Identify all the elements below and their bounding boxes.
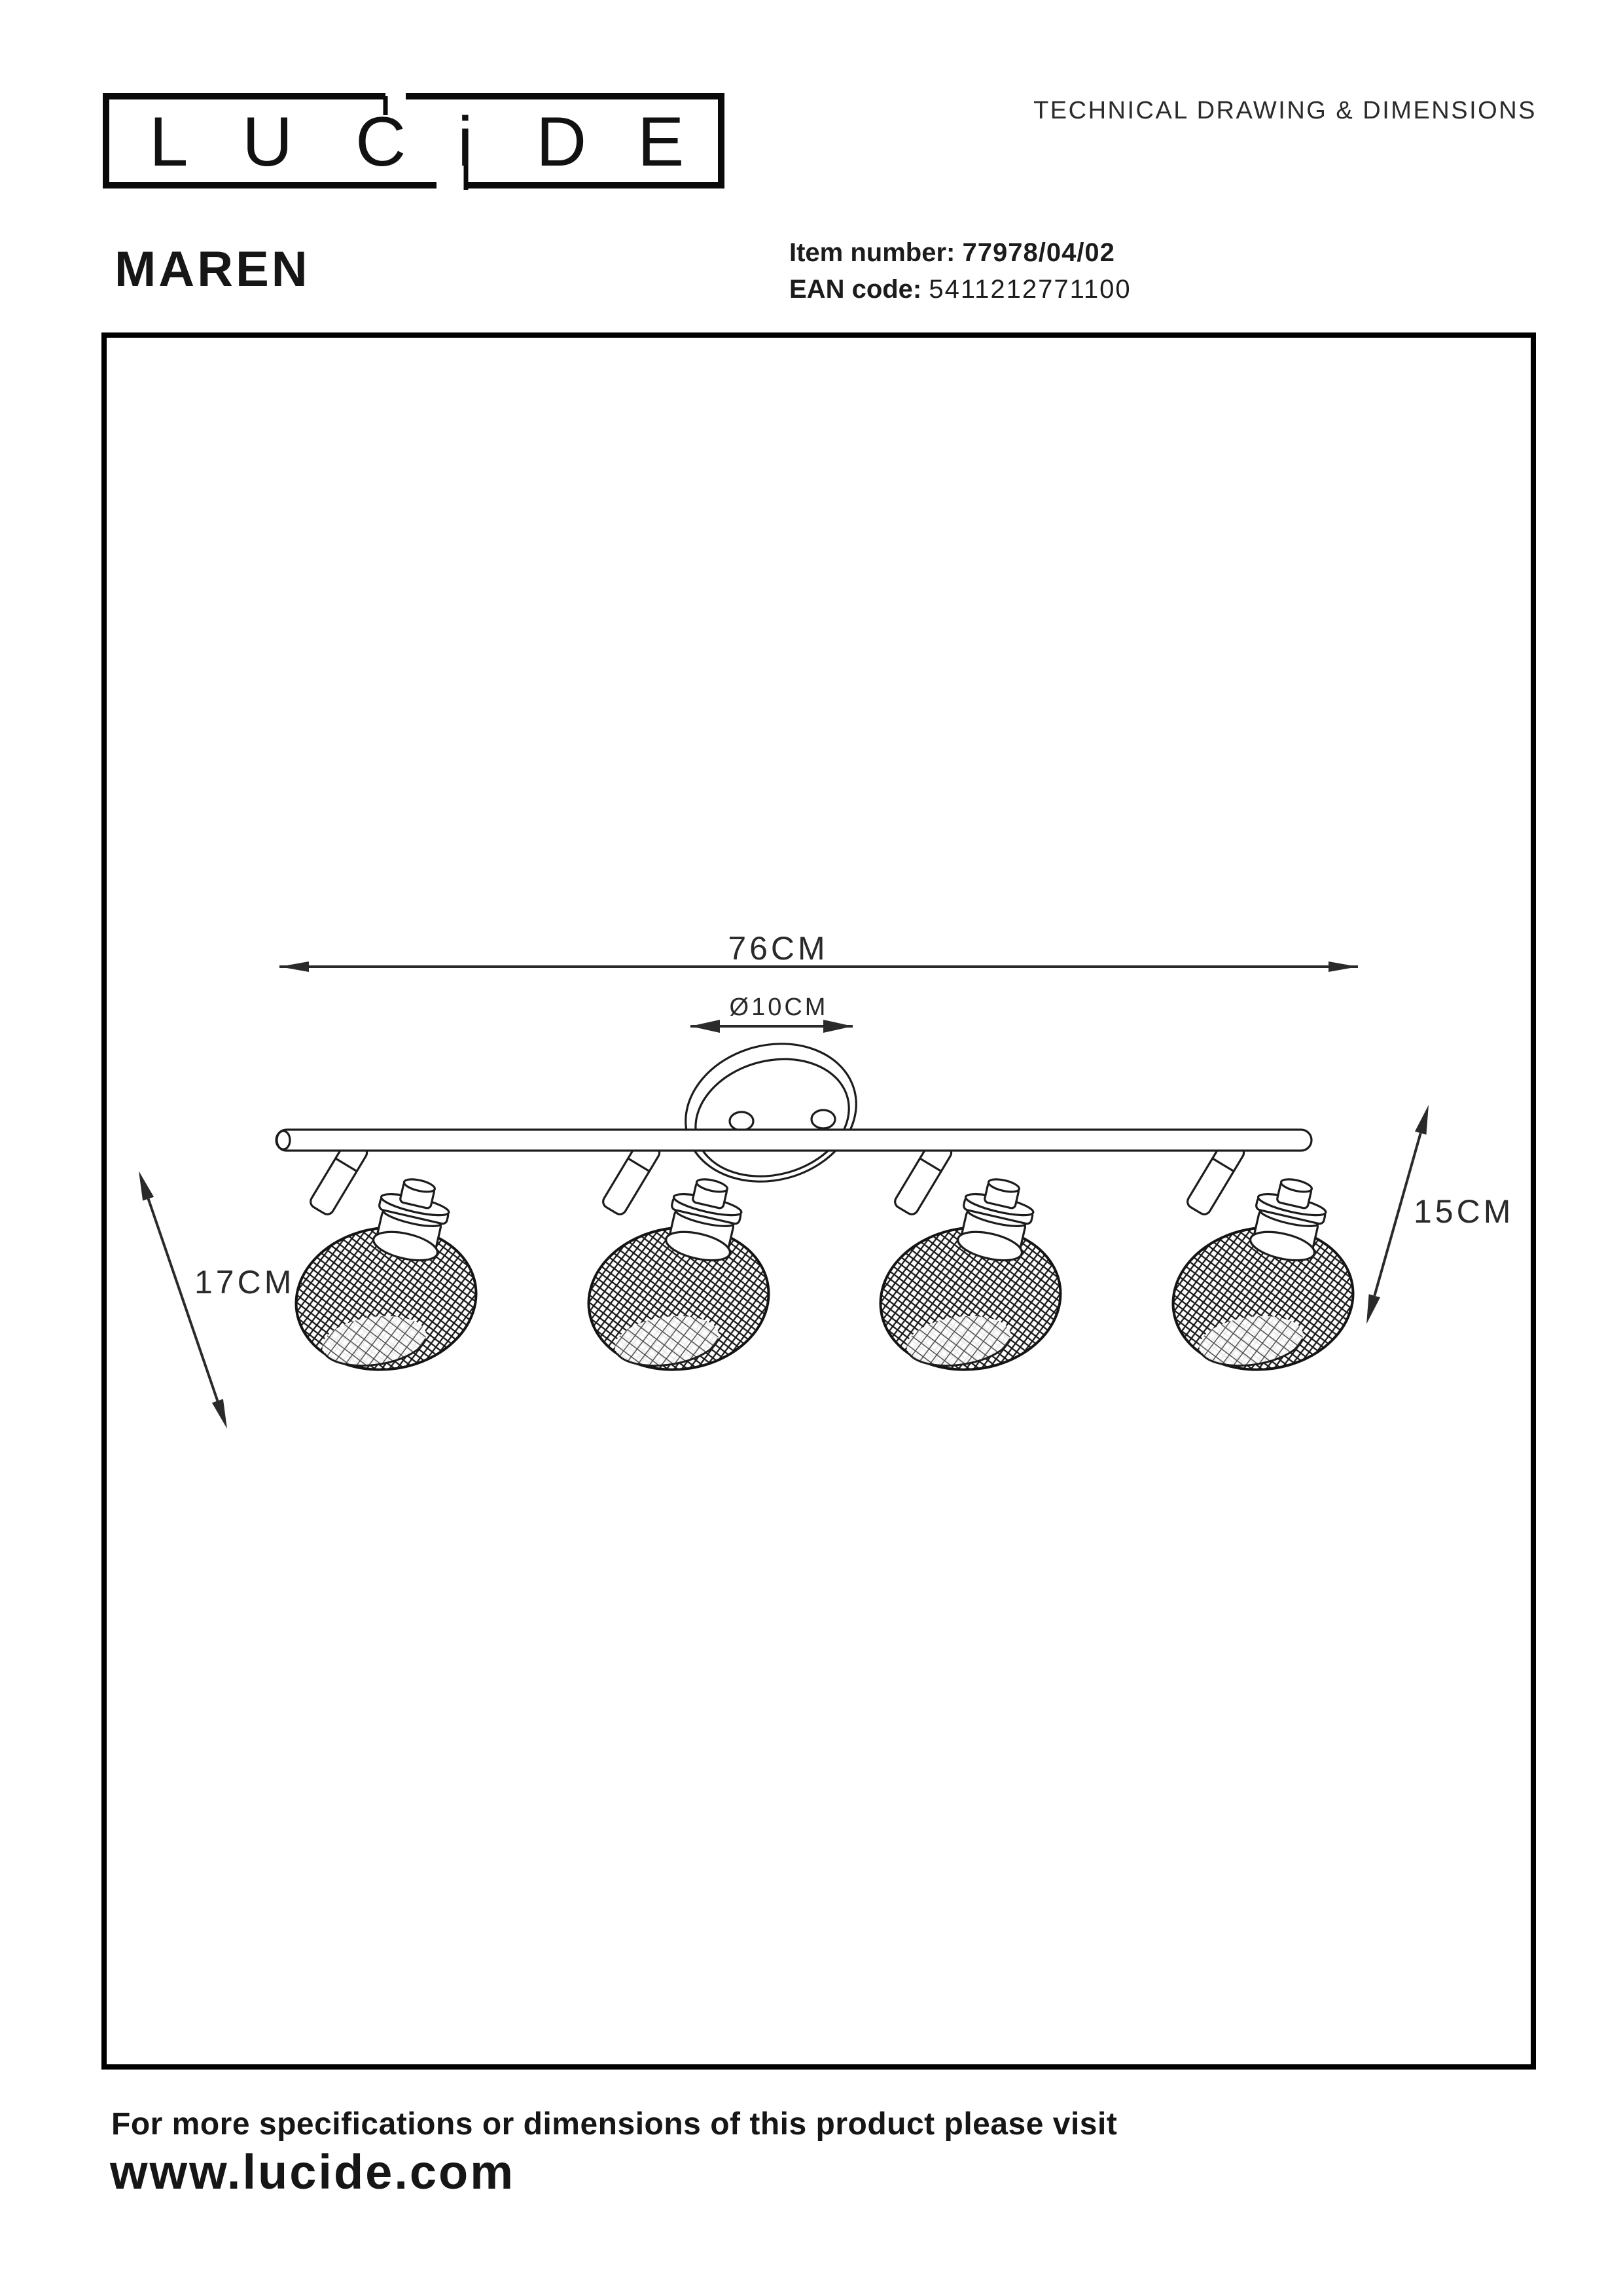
logo-letter: E [637,102,685,181]
logo-letter: D [536,102,587,181]
product-name: MAREN [115,242,310,297]
canopy-screw [730,1112,753,1130]
lucide-logo [103,93,724,198]
logo-letter: U [242,102,293,181]
item-number-row [789,234,1132,271]
technical-drawing [107,338,1531,2064]
dim-canopy-diameter [690,1020,853,1033]
mounting-bar [276,1130,1311,1151]
logo-border [103,93,724,188]
ean-row [789,271,1132,308]
sheet-title: TECHNICAL DRAWING & DIMENSIONS [1033,97,1537,124]
logo-letter: C [355,102,406,181]
ean-value: 5411212771100 [929,275,1132,304]
logo-letter: i [457,102,473,181]
product-meta [789,234,1132,308]
dim-width-label: 76CM [728,930,829,967]
ceiling-canopy [670,1025,872,1200]
item-number-value: 77978/04/02 [962,238,1115,267]
dim-height-label: 15CM [1414,1193,1514,1230]
logo-letter: L [149,102,188,181]
drawing-frame [101,332,1536,2070]
ean-label: EAN code: [789,275,922,304]
dim-canopy-diameter-label: Ø10CM [729,994,829,1021]
footer-note: For more specifications or dimensions of this product please visit [111,2107,1118,2142]
dim-shade-label: 17CM [194,1264,295,1300]
item-number-label: Item number: [789,238,955,267]
footer-website: www.lucide.com [110,2145,516,2199]
canopy-screw [812,1110,835,1128]
